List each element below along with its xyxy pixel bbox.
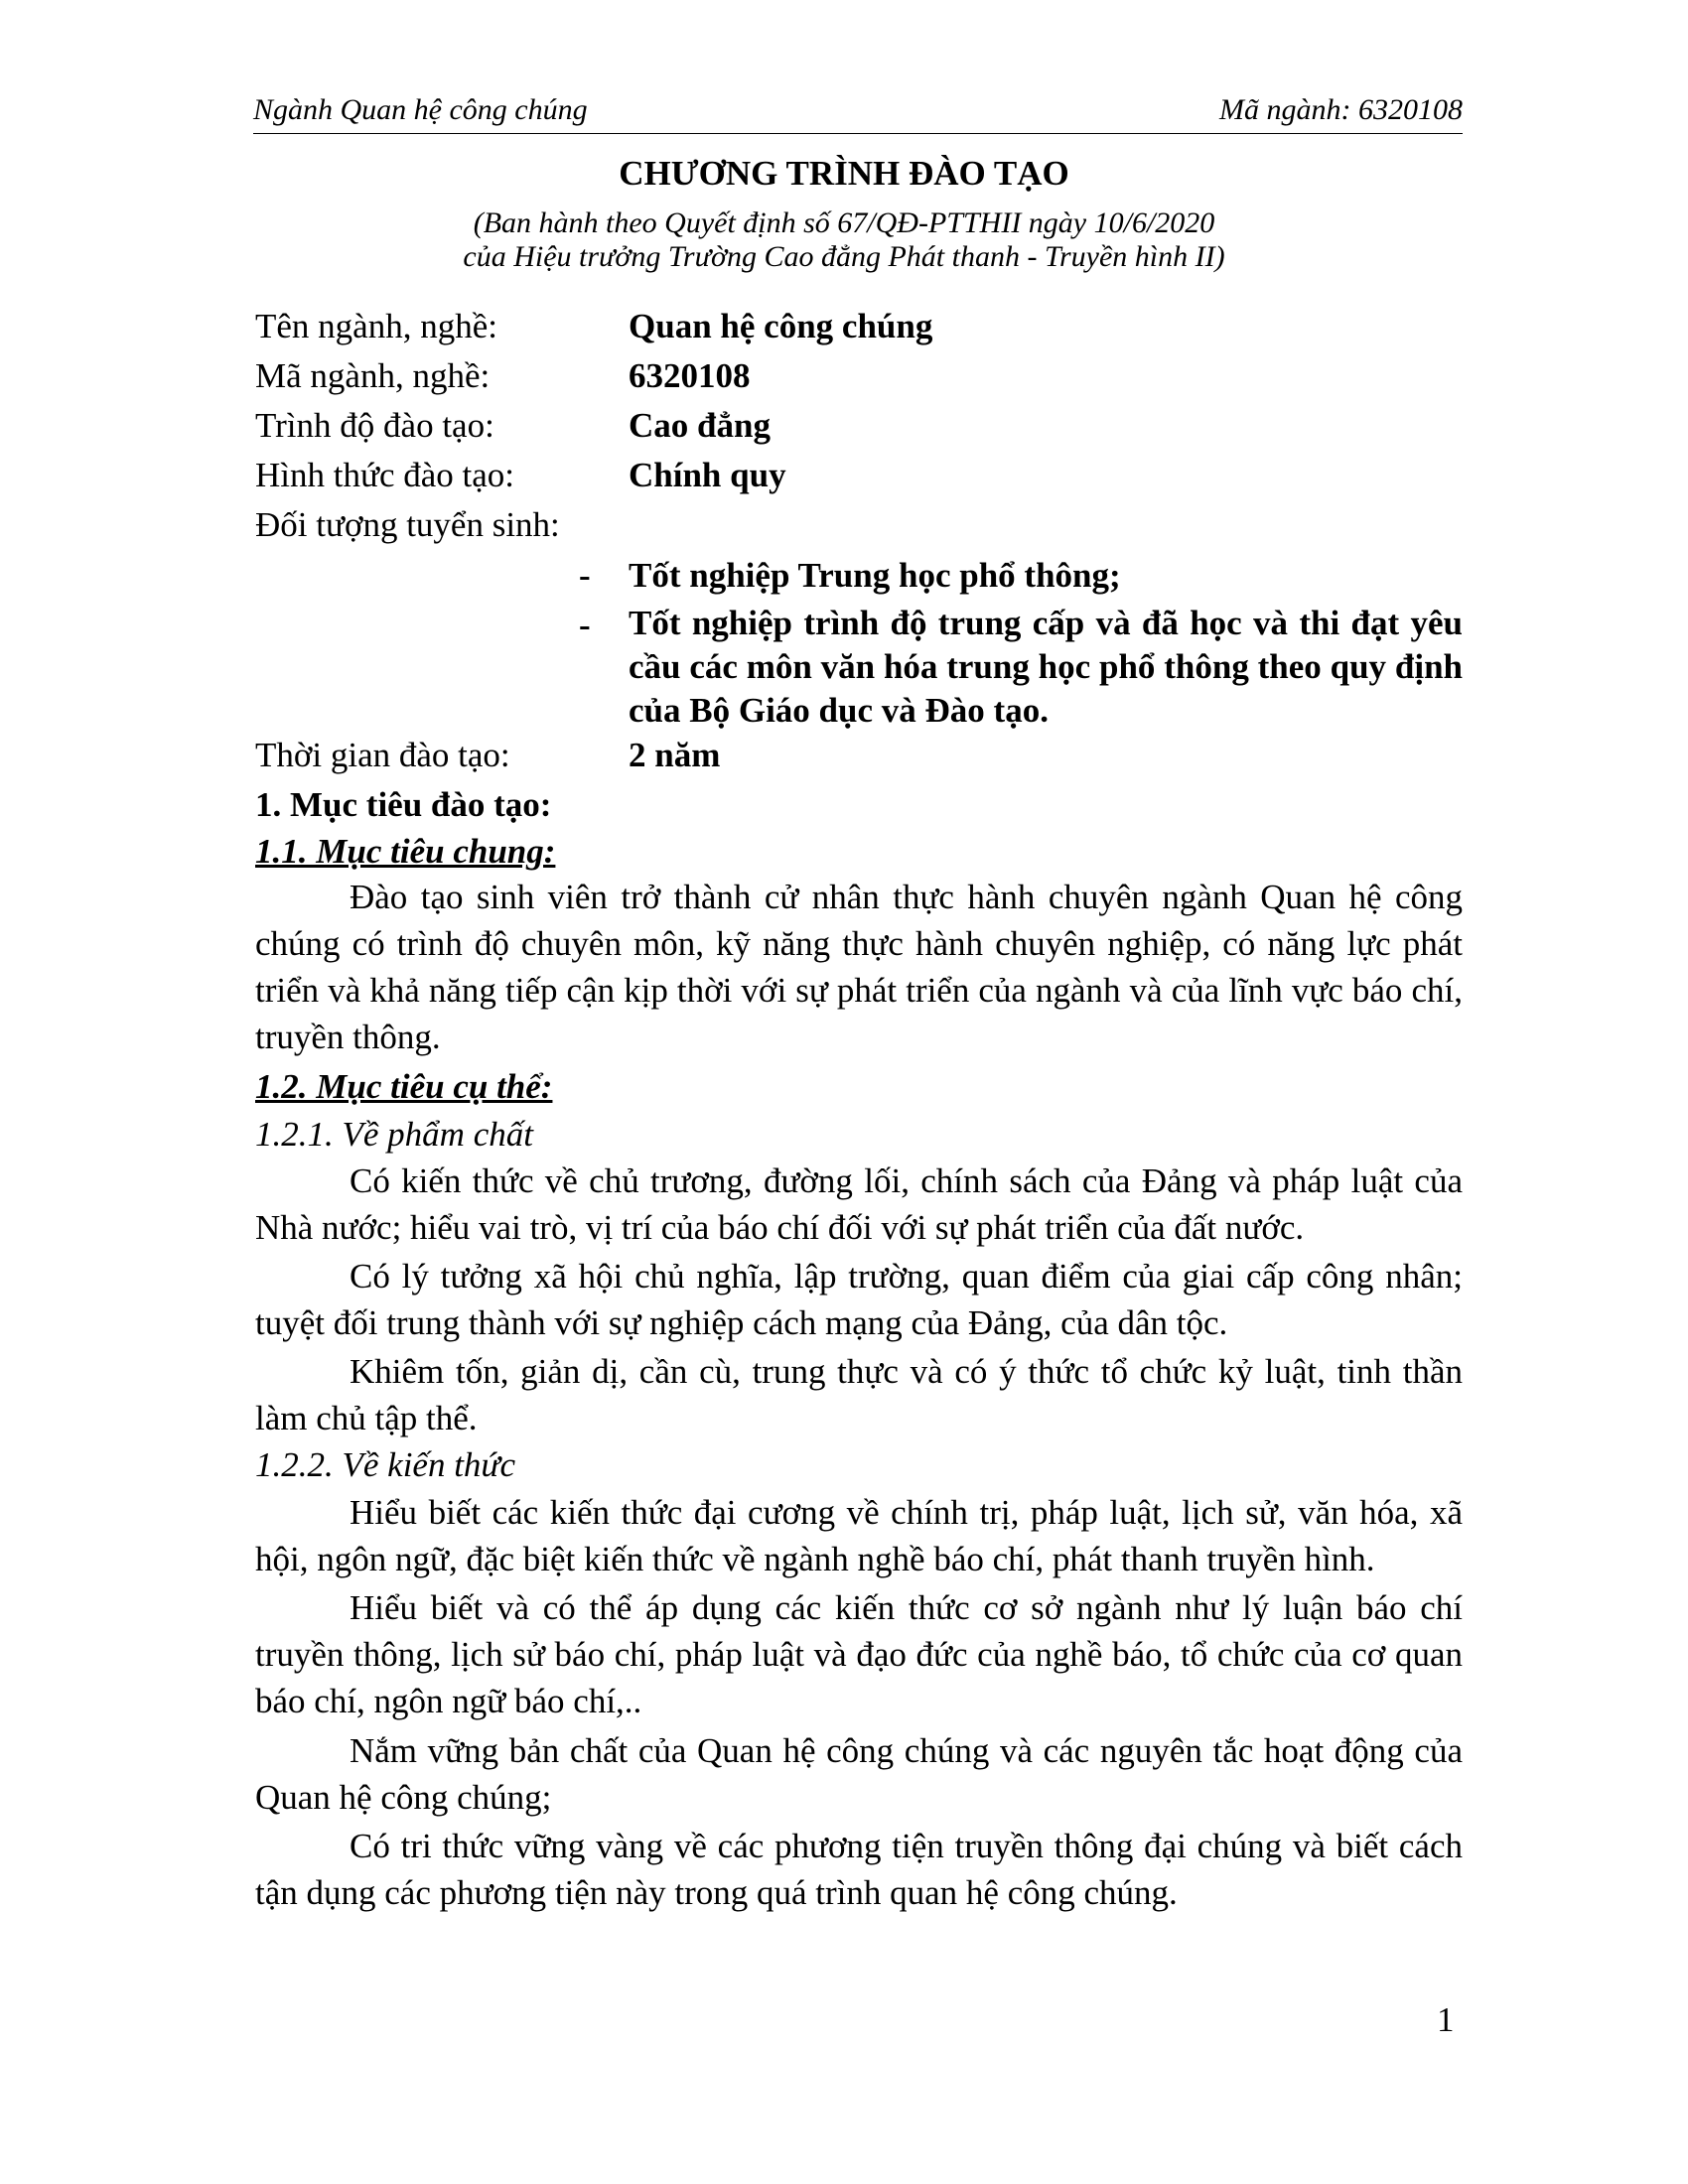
training-duration-value: 2 năm <box>629 736 721 774</box>
major-name-label: Tên ngành, nghề: <box>255 307 497 345</box>
admission-target-item: Tốt nghiệp trình độ trung cấp và đã học và thi đạt yêu cầu các môn văn hóa trung học phổ thông theo quy định của Bộ Giáo dục và Đào tạo. <box>629 604 1463 730</box>
training-level-value: Cao đẳng <box>629 406 771 445</box>
subsection-heading: 1.1. Mục tiêu chung: <box>255 832 556 871</box>
training-form-label: Hình thức đào tạo: <box>255 456 514 494</box>
decision-reference-line1: (Ban hành theo Quyết định số 67/QĐ-PTTHII ngày 10/6/2020 <box>473 206 1215 239</box>
paragraph: Có kiến thức về chủ trương, đường lối, chính sách của Đảng và pháp luật của Nhà nước; hiểu vai trò, vị trí của báo chí đối với sự phát triển của đất nước. <box>255 1161 1463 1247</box>
header-major-name: Ngành Quan hệ công chúng <box>253 93 588 126</box>
paragraph: Khiêm tốn, giản dị, cần cù, trung thực và có ý thức tổ chức kỷ luật, tinh thần làm chủ tập thể. <box>255 1352 1463 1437</box>
admission-target-label: Đối tượng tuyển sinh: <box>255 505 560 544</box>
list-dash: - <box>579 556 591 595</box>
paragraph: Hiểu biết các kiến thức đại cương về chính trị, pháp luật, lịch sử, văn hóa, xã hội, ngôn ngữ, đặc biệt kiến thức về ngành nghề báo chí, phát thanh truyền hình. <box>255 1493 1463 1578</box>
decision-reference-line2: của Hiệu trưởng Trường Cao đẳng Phát thanh - Truyền hình II) <box>463 240 1225 273</box>
paragraph: Có tri thức vững vàng về các phương tiện truyền thông đại chúng và biết cách tận dụng các phương tiện này trong quá trình quan hệ công chúng. <box>255 1827 1463 1912</box>
major-code-label: Mã ngành, nghề: <box>255 356 491 395</box>
paragraph: Nắm vững bản chất của Quan hệ công chúng và các nguyên tắc hoạt động của Quan hệ công chúng; <box>255 1731 1463 1817</box>
paragraph: Đào tạo sinh viên trở thành cử nhân thực hành chuyên ngành Quan hệ công chúng có trình độ chuyên môn, kỹ năng thực hành chuyên nghiệp, có năng lực phát triển và khả năng tiếp cận kịp thời với sự phát triển của ngành và của lĩnh vực báo chí, truyền thông. <box>255 878 1463 1056</box>
running-header <box>253 91 1463 134</box>
page-number: 1 <box>1437 2000 1455 2039</box>
subsubsection-heading: 1.2.2. Về kiến thức <box>255 1445 516 1484</box>
section-heading: 1. Mục tiêu đào tạo: <box>255 785 552 824</box>
list-dash: - <box>579 606 591 644</box>
training-level-label: Trình độ đào tạo: <box>255 406 494 445</box>
paragraph: Hiểu biết và có thể áp dụng các kiến thức cơ sở ngành như lý luận báo chí truyền thông, lịch sử báo chí, pháp luật và đạo đức của nghề báo, tổ chức của cơ quan báo chí, ngôn ngữ báo chí,.. <box>255 1588 1463 1720</box>
major-code-value: 6320108 <box>629 356 751 395</box>
subsubsection-heading: 1.2.1. Về phẩm chất <box>255 1115 533 1154</box>
document-title: CHƯƠNG TRÌNH ĐÀO TẠO <box>619 154 1069 193</box>
admission-target-item: Tốt nghiệp Trung học phổ thông; <box>629 556 1121 595</box>
paragraph: Có lý tưởng xã hội chủ nghĩa, lập trường, quan điểm của giai cấp công nhân; tuyệt đối trung thành với sự nghiệp cách mạng của Đảng, của dân tộc. <box>255 1257 1463 1342</box>
training-duration-label: Thời gian đào tạo: <box>255 736 510 774</box>
header-major-code: Mã ngành: 6320108 <box>1219 93 1463 126</box>
training-form-value: Chính quy <box>629 456 786 494</box>
subsection-heading: 1.2. Mục tiêu cụ thể: <box>255 1067 553 1106</box>
major-name-value: Quan hệ công chúng <box>629 307 933 345</box>
